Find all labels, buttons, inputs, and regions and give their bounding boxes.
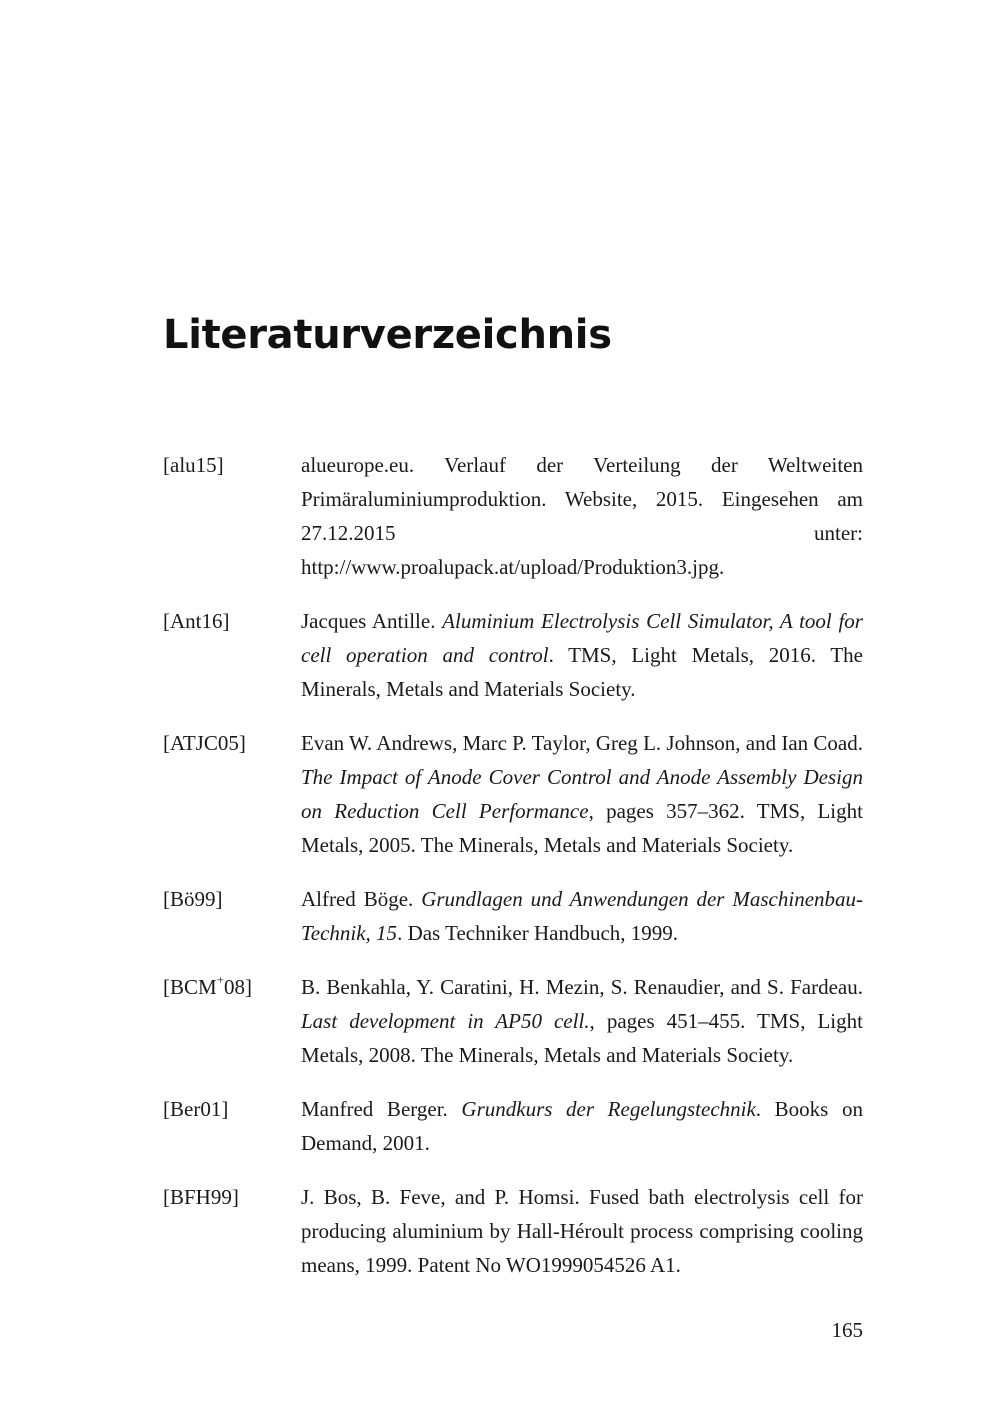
bib-entry-bfh99 <box>163 1180 865 1282</box>
bib-text <box>301 882 863 950</box>
bib-text: J. Bos, B. Feve, and P. Homsi. Fused bath electrolysis cell for producing aluminium by Hall-Héroult process comprising cooling means, 1999. Patent No WO1999054526 A1. <box>301 1185 863 1277</box>
bib-details: . TMS, Light Metals, 2016. The Minerals, Metals and Materials Society. <box>301 643 863 701</box>
bib-details: . Books on Demand, 2001. <box>301 1097 863 1155</box>
bib-key-superscript: + <box>216 972 225 987</box>
bib-key-main: [BCM <box>163 975 217 999</box>
bib-details: . Das Techniker Handbuch, 1999. <box>397 921 679 945</box>
bib-key: [Bö99] <box>163 887 223 911</box>
bib-key: [BFH99] <box>163 1185 239 1209</box>
bib-author: Evan W. Andrews, Marc P. Taylor, Greg L. Johnson, and Ian Coad. <box>301 731 863 755</box>
bib-entry-alu15 <box>163 448 865 584</box>
bib-entry-ber01 <box>163 1092 865 1160</box>
bib-title: Grundkurs der Regelungstechnik <box>461 1097 756 1121</box>
bib-key: [Ber01] <box>163 1097 229 1121</box>
bib-author: Jacques Antille. <box>301 609 436 633</box>
bib-key <box>163 970 301 1004</box>
bib-author: Alfred Böge. <box>301 887 414 911</box>
bib-key: [ATJC05] <box>163 731 246 755</box>
bib-entry-bcm08 <box>163 970 865 1072</box>
bib-key: [Ant16] <box>163 609 230 633</box>
bib-title: Last development in AP50 cell. <box>301 1009 590 1033</box>
bibliography-list <box>163 448 865 1282</box>
bib-entry-atjc05 <box>163 726 865 862</box>
bib-title: Grundlagen und Anwendungen der Maschinenbau-Technik, 15 <box>301 887 864 945</box>
bib-title: The Impact of Anode Cover Control and Anode Assembly Design on Reduction Cell Performance <box>301 765 863 823</box>
bib-key-end: 08] <box>224 975 253 999</box>
bib-details: , pages 357–362. TMS, Light Metals, 2005. The Minerals, Metals and Materials Society. <box>301 799 863 857</box>
bib-details: , pages 451–455. TMS, Light Metals, 2008. The Minerals, Metals and Materials Society. <box>301 1009 863 1067</box>
bib-author: Manfred Berger. <box>301 1097 448 1121</box>
bib-title: Aluminium Electrolysis Cell Simulator, A tool for cell operation and control <box>301 609 863 667</box>
bib-text: alueurope.eu. Verlauf der Verteilung der Weltweiten Primäraluminiumproduktion. Website, 2015. Eingesehen am 27.12.2015 unter: http://www.proalupack.at/upload/Produktion3.jpg. <box>301 453 863 579</box>
bib-text <box>301 604 863 706</box>
bib-entry-ant16 <box>163 604 865 706</box>
chapter-title: Literaturverzeichnis <box>163 312 612 358</box>
bib-entry-boe99 <box>163 882 865 950</box>
bib-text <box>301 726 863 862</box>
bib-author: B. Benkahla, Y. Caratini, H. Mezin, S. Renaudier, and S. Fardeau. <box>301 975 863 999</box>
bib-text <box>301 970 863 1072</box>
page-number: 165 <box>831 1318 863 1342</box>
bib-text <box>301 1092 863 1160</box>
bib-key: [alu15] <box>163 453 224 477</box>
